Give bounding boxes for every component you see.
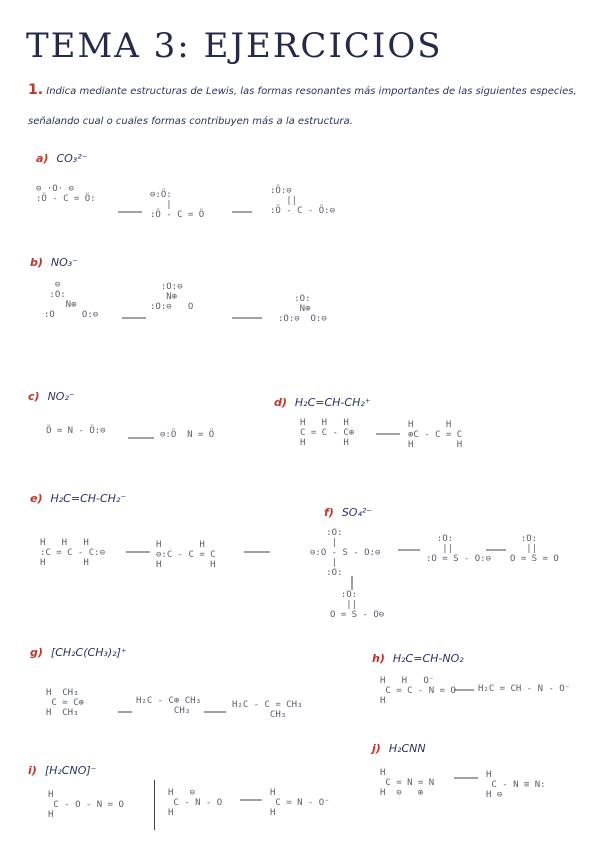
structure-b-1: ⊖ :O: N⊕ :O O:⊖ [44,280,99,320]
item-formula: H₂C=CH-CH₂⁻ [50,492,127,505]
structure-b-3: :O: N⊕ :O:⊖ O:⊖ [278,294,327,324]
structure-a-1: ⊖ ·O· ⊖ :Ö - C = Ö: [36,184,96,204]
item-letter: f) [324,506,334,519]
item-formula: [H₂CNO]⁻ [44,764,97,777]
item-formula: H₂CNN [388,742,426,755]
structure-d-2: H H ⊕C - C = C H H [408,420,463,450]
structure-i-1: H C - O - N = O H [48,790,124,820]
item-formula: H₂C=CH-NO₂ [392,652,464,665]
structure-c-1: Ö = N - Ö:⊖ [46,426,106,436]
item-formula: [CH₂C(CH₃)₂]⁺ [50,646,127,659]
page-title: TEMA 3: EJERCICIOS [26,26,443,66]
item-formula: SO₄²⁻ [341,506,373,519]
structure-i-2: H ⊖ C - N - O H [168,788,223,818]
structure-a-3: :Ö:⊖ || :Ö - C - Ö:⊖ [270,186,336,216]
structure-c-2: ⊖:Ö N = Ö [160,430,215,440]
structure-b-2: :O:⊖ N⊕ :O:⊖ O [150,282,194,312]
structure-j-2: H C - N ≡ N: H ⊖ [486,770,546,800]
item-formula: CO₃²⁻ [56,152,88,165]
item-formula: NO₂⁻ [47,390,75,403]
item-letter: a) [36,152,49,165]
structure-g-3: H₂C - C = CH₃ CH₃ [232,700,303,720]
structure-g-2: H₂C - C⊕ CH₃ CH₃ [136,696,202,716]
item-formula: H₂C=CH-CH₂⁺ [294,396,371,409]
structure-i-3: H C = N - O⁻ H [270,788,330,818]
intro-text-2: señalando cual o cuales formas contribuyen más a la estructura. [28,116,353,127]
structure-j-1: H C = N = N H ⊖ ⊕ [380,768,435,798]
item-letter: b) [30,256,43,269]
structure-e-1: H H H :C = C - C:⊖ H H [40,538,106,568]
structure-f-3: :O: || O = S = O [510,534,559,564]
item-letter: c) [28,390,40,403]
structure-g-1: H CH₃ C = C⊕ H CH₃ [46,688,84,718]
exercise-number: 1. [28,82,44,98]
item-letter: e) [30,492,43,505]
item-letter: g) [30,646,43,659]
structure-h-1: H H O⁻ C = C - N = O H [380,676,456,706]
structure-h-2: H₂C = CH - N - O⁻ [478,684,571,694]
structure-f-2: :O: || :O = S - O:⊖ [426,534,492,564]
item-letter: i) [28,764,37,777]
intro-text-1: Indica mediante estructuras de Lewis, las formas resonantes más importantes de las siguientes especies, [46,86,577,97]
item-letter: h) [372,652,385,665]
item-formula: NO₃⁻ [50,256,79,269]
structure-e-2: H H ⊖:C - C = C H H [156,540,216,570]
structure-f-1: :O: | ⊖:O - S - O:⊖ | :O: [310,528,381,578]
item-letter: j) [372,742,381,755]
structure-f-4: :O: || O = S - O⊖ [330,590,385,620]
structure-a-2: ⊖:Ö: | :Ö - C = Ö [150,190,205,220]
structure-d-1: H H H C = C - C⊕ H H [300,418,355,448]
item-letter: d) [274,396,287,409]
